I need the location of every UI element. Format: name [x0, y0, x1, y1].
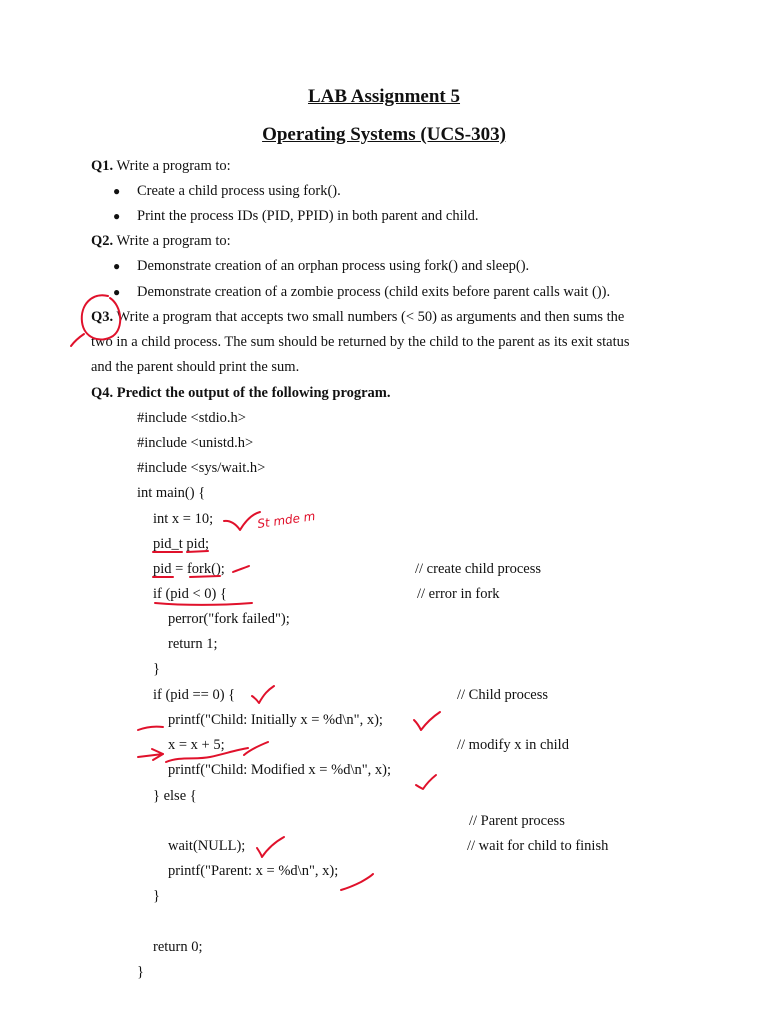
code-line: #include <unistd.h> — [137, 435, 254, 451]
code-comment: // error in fork — [417, 586, 500, 602]
circle-tail — [71, 334, 84, 346]
bullet-icon: ● — [113, 209, 121, 223]
code-line: #include <sys/wait.h> — [137, 460, 266, 476]
question-2-bullet — [113, 283, 610, 301]
question-3-line: and the parent should print the sum. — [91, 359, 300, 375]
bullet-icon: ● — [113, 259, 121, 273]
arrow-mark — [138, 754, 163, 757]
code-comment: // wait for child to finish — [467, 838, 609, 854]
bullet-text: Create a child process using fork(). — [137, 183, 341, 199]
bullet-icon: ● — [113, 285, 121, 299]
question-1 — [91, 157, 231, 175]
code-line: wait(NULL); — [168, 838, 246, 854]
question-1-bullet — [113, 207, 479, 225]
code-line: #include <stdio.h> — [137, 410, 246, 426]
question-1-bullet — [113, 182, 341, 200]
question-3-label: Q3. — [91, 309, 114, 325]
bullet-text: Demonstrate creation of an orphan process using fork() and sleep(). — [137, 258, 530, 274]
question-2-text: Write a program to: — [113, 233, 231, 249]
arrow-mark — [152, 749, 163, 760]
code-comment: // Parent process — [469, 813, 565, 829]
question-4: Q4. Predict the output of the following program. — [91, 385, 391, 401]
code-line: pid_t pid; — [153, 536, 209, 552]
code-line: if (pid < 0) { — [153, 586, 227, 602]
code-line: pid = fork(); — [153, 561, 225, 577]
code-line: return 0; — [153, 939, 203, 955]
check-mark — [252, 686, 274, 703]
code-line: x = x + 5; — [168, 737, 225, 753]
page-subtitle: Operating Systems (UCS-303) — [262, 124, 506, 145]
code-line: perror("fork failed"); — [168, 611, 290, 627]
check-mark — [233, 566, 249, 572]
question-3-line: Write a program that accepts two small numbers (< 50) as arguments and then sums the — [113, 309, 625, 325]
code-line: if (pid == 0) { — [153, 687, 236, 703]
code-comment: // modify x in child — [457, 737, 569, 753]
check-mark — [416, 775, 436, 789]
question-3 — [91, 308, 624, 326]
underline-mark — [155, 603, 252, 605]
code-line: } else { — [153, 788, 197, 804]
bullet-icon: ● — [113, 184, 121, 198]
handwritten-note: St mde m — [256, 508, 317, 531]
code-line: printf("Child: Modified x = %d\n", x); — [168, 762, 391, 778]
question-1-text: Write a program to: — [113, 158, 231, 174]
code-line: int x = 10; — [153, 511, 214, 527]
code-line: } — [137, 964, 144, 980]
code-comment: // create child process — [415, 561, 542, 577]
code-line: int main() { — [137, 485, 206, 501]
question-2 — [91, 232, 231, 250]
question-2-bullet — [113, 257, 529, 275]
bullet-text: Print the process IDs (PID, PPID) in both parent and child. — [137, 208, 479, 224]
question-1-label: Q1. — [91, 158, 114, 174]
check-mark — [224, 512, 260, 530]
bullet-text: Demonstrate creation of a zombie process (child exits before parent calls wait ()). — [137, 284, 611, 300]
check-mark — [341, 874, 373, 890]
question-3-line: two in a child process. The sum should be returned by the child to the parent as its exit status — [91, 334, 630, 350]
code-line: printf("Child: Initially x = %d\n", x); — [168, 712, 383, 728]
code-comment: // Child process — [457, 687, 549, 703]
check-mark — [257, 837, 284, 857]
code-line: } — [153, 661, 160, 677]
dash-mark — [138, 727, 163, 730]
question-2-label: Q2. — [91, 233, 114, 249]
code-line: } — [153, 888, 160, 904]
check-mark — [414, 712, 440, 730]
check-mark — [244, 742, 268, 755]
code-line: return 1; — [168, 636, 218, 652]
code-line: printf("Parent: x = %d\n", x); — [168, 863, 339, 879]
page-title: LAB Assignment 5 — [307, 86, 461, 107]
